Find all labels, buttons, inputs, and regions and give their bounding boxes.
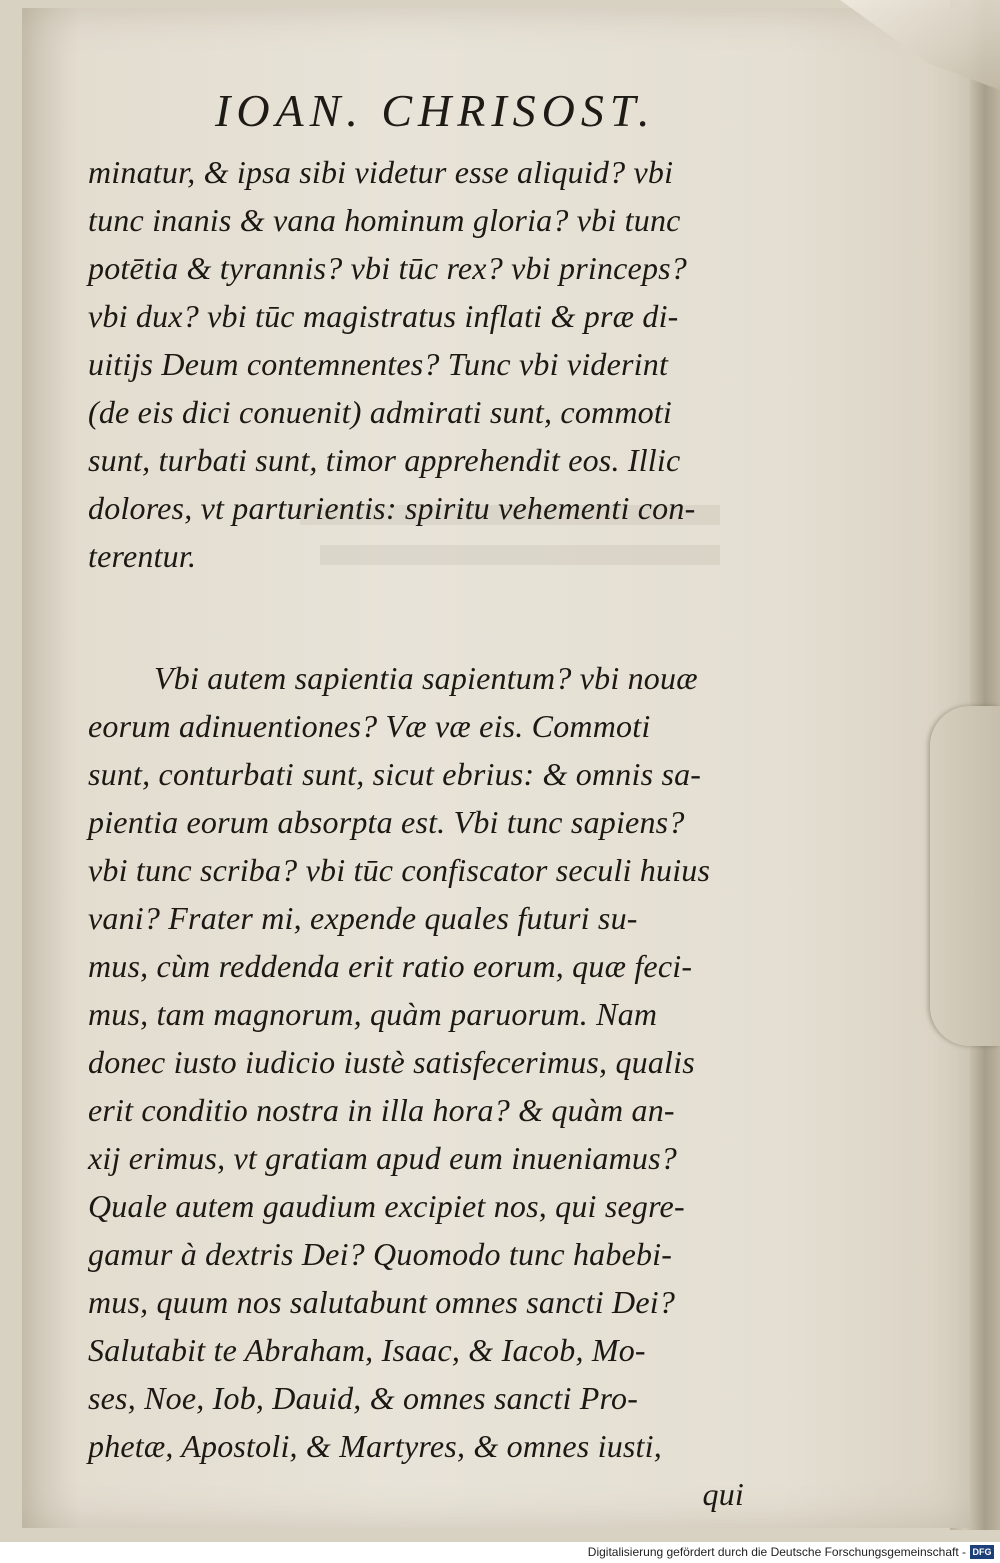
footer-bar [0,1542,1000,1563]
text-line: Quale autem gaudium excipiet nos, qui segre- [88,1188,685,1224]
dfg-logo-icon: DFG [970,1545,994,1559]
text-line: tunc inanis & vana hominum gloria? vbi tunc [88,202,681,238]
text-line: terentur. [88,538,197,574]
text-line: vani? Frater mi, expende quales futuri su- [88,900,638,936]
text-line: potētia & tyrannis? vbi tūc rex? vbi princeps? [88,250,688,286]
text-line: uitijs Deum contemnentes? Tunc vbi viderint [88,346,669,382]
text-line: donec iusto iudicio iustè satisfecerimus, qualis [88,1044,695,1080]
text-line: minatur, & ipsa sibi videtur esse aliquid? vbi [88,154,674,190]
text-line: mus, cùm reddenda erit ratio eorum, quæ feci- [88,948,693,984]
text-line: eorum adinuentiones? Væ væ eis. Commoti [88,708,651,744]
catchword: qui [702,1476,744,1512]
text-line: Salutabit te Abraham, Isaac, & Iacob, Mo- [88,1332,646,1368]
text-line: mus, tam magnorum, quàm paruorum. Nam [88,996,658,1032]
text-line: sunt, turbati sunt, timor apprehendit eos. Illic [88,442,681,478]
page-clip-tab [930,706,1000,1046]
text-line: pientia eorum absorpta est. Vbi tunc sapiens? [88,804,685,840]
text-block [88,148,748,1518]
text-line: erit conditio nostra in illa hora? & quàm an- [88,1092,675,1128]
text-line: dolores, vt parturientis: spiritu vehementi con- [88,490,696,526]
text-line: Vbi autem sapientia sapientum? vbi nouæ [154,660,698,696]
paragraph-gap [88,580,748,654]
text-line: phetæ, Apostoli, & Martyres, & omnes iusti, [88,1428,662,1464]
text-line: mus, quum nos salutabunt omnes sancti Dei? [88,1284,676,1320]
text-line: vbi dux? vbi tūc magistratus inflati & præ di- [88,298,679,334]
text-line: (de eis dici conuenit) admirati sunt, commoti [88,394,673,430]
text-line: vbi tunc scriba? vbi tūc confiscator seculi huius [88,852,711,888]
text-line: ses, Noe, Iob, Dauid, & omnes sancti Pro- [88,1380,639,1416]
text-line: gamur à dextris Dei? Quomodo tunc habebi- [88,1236,673,1272]
text-line: sunt, conturbati sunt, sicut ebrius: & omnis sa- [88,756,702,792]
text-line: xij erimus, vt gratiam apud eum inueniamus? [88,1140,677,1176]
running-head: IOAN. CHRISOST. [215,85,656,136]
funding-credit: Digitalisierung gefördert durch die Deutsche Forschungsgemeinschaft - [587,1545,966,1559]
